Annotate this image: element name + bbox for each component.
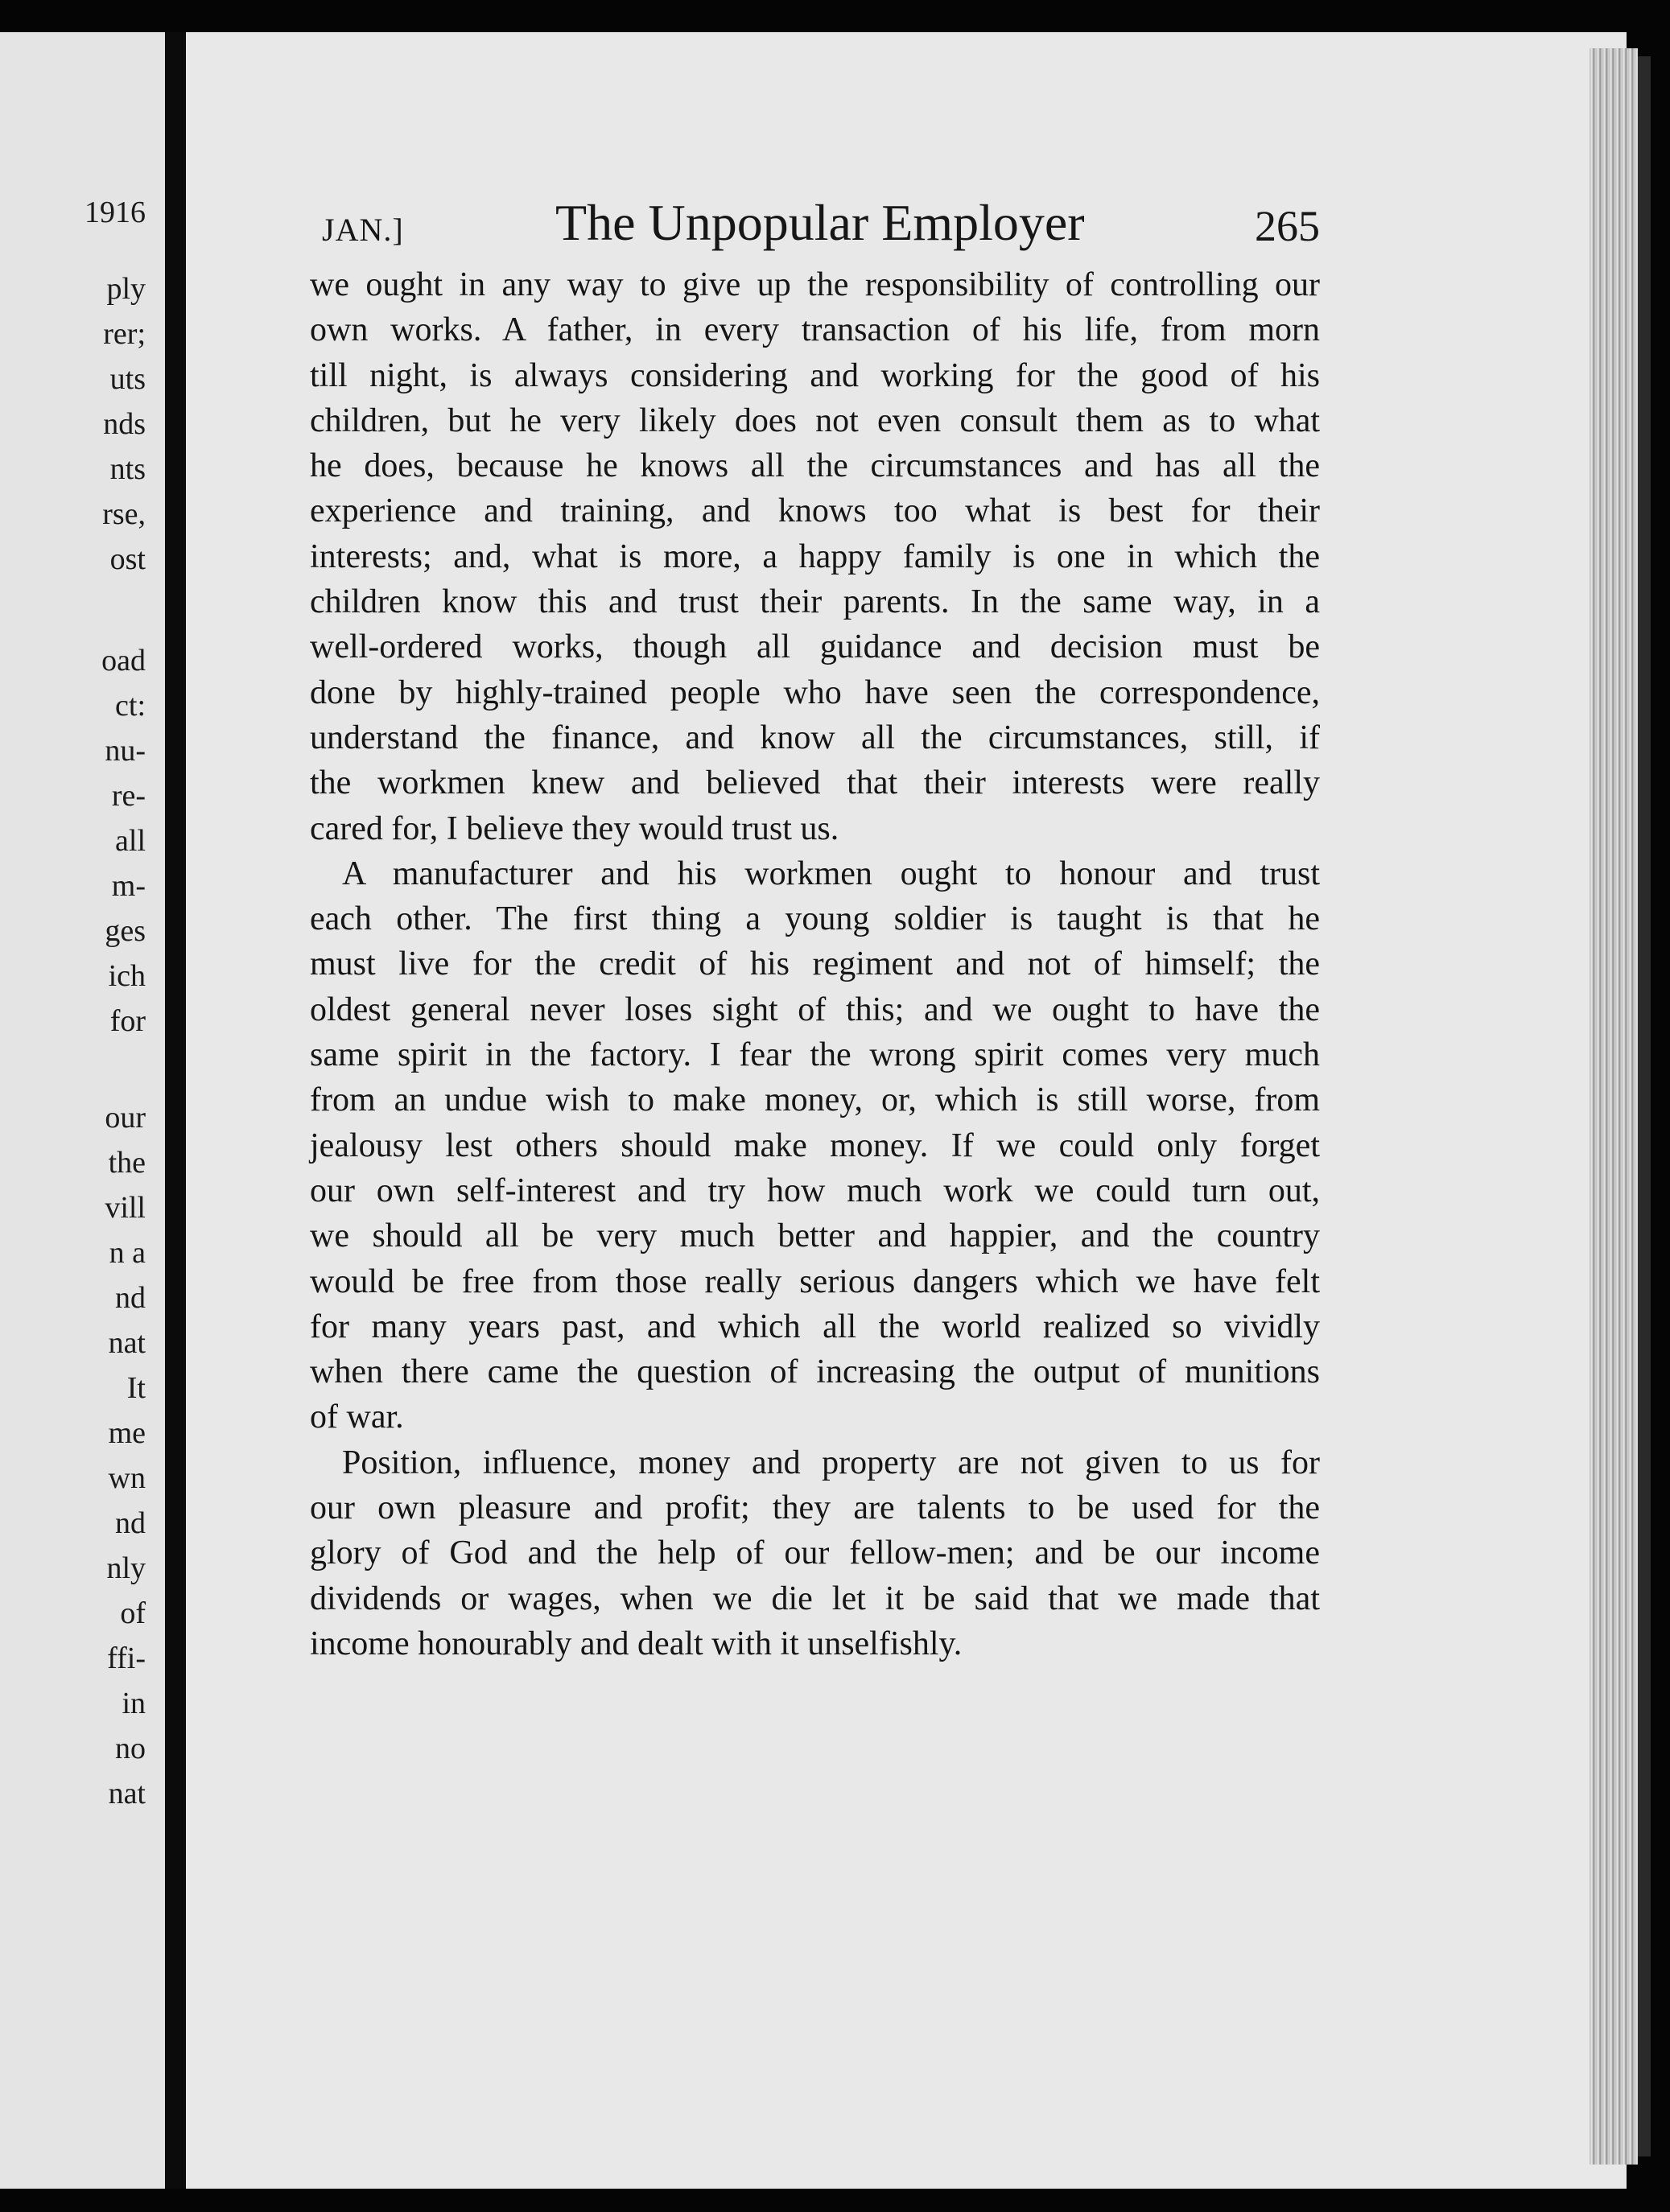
previous-page-line: vill (105, 1191, 146, 1225)
previous-page-line: nd (115, 1281, 146, 1315)
previous-page-line: 1916 (85, 196, 146, 229)
previous-page-line: ich (108, 959, 146, 993)
previous-page-line: ost (109, 542, 146, 576)
text-line: Position, influence, money and property are not given to us for (342, 1444, 1320, 1481)
previous-page-line: all (115, 824, 146, 858)
text-line: understand the finance, and know all the circumstances, still, if (310, 719, 1320, 756)
paragraph-2 (310, 851, 1320, 1440)
text-line: he does, because he knows all the circumstances and has all the (310, 447, 1320, 485)
text-line: same spirit in the factory. I fear the wrong spirit comes very much (310, 1036, 1320, 1074)
paragraph-3 (310, 1440, 1320, 1666)
previous-page-line: re- (111, 779, 146, 813)
running-header (322, 193, 1320, 257)
previous-page-line: the (108, 1146, 146, 1180)
previous-page-line: in (122, 1687, 146, 1720)
previous-page-line: ges (105, 914, 146, 948)
previous-page-line: rse, (102, 497, 146, 531)
text-line: the workmen knew and believed that their interests were really (310, 764, 1320, 802)
text-line: when there came the question of increasing the output of munitions (310, 1353, 1320, 1391)
page-edge-shadow (1638, 56, 1651, 2156)
text-line: must live for the credit of his regiment and not of himself; the (310, 945, 1320, 983)
text-line: till night, is always considering and working for the good of his (310, 356, 1320, 394)
previous-page-line: ct: (115, 689, 146, 723)
body-text (310, 262, 1320, 1666)
previous-page-line: nts (109, 452, 146, 486)
text-line: from an undue wish to make money, or, which is still worse, from (310, 1081, 1320, 1119)
text-line: experience and training, and knows too what is best for their (310, 492, 1320, 530)
text-line: cared for, I believe they would trust us. (310, 809, 839, 847)
previous-page-line: me (108, 1416, 146, 1450)
text-line: well-ordered works, though all guidance and decision must be (310, 628, 1320, 666)
previous-page-line: n a (109, 1236, 146, 1270)
text-line: we should all be very much better and happier, and the country (310, 1217, 1320, 1255)
previous-page-line: nat (108, 1777, 146, 1810)
previous-page-line: no (115, 1732, 146, 1765)
previous-page-line: rer; (103, 317, 146, 351)
text-line: glory of God and the help of our fellow-men; and be our income (310, 1534, 1320, 1572)
running-head-title: The Unpopular Employer (555, 194, 1085, 251)
text-line: done by highly-trained people who have seen the correspondence, (310, 673, 1320, 711)
book-gutter (165, 32, 186, 2189)
previous-page-line: nu- (105, 734, 146, 768)
previous-page-line: our (105, 1101, 146, 1135)
text-line: would be free from those really serious dangers which we have felt (310, 1263, 1320, 1300)
paragraph-1 (310, 262, 1320, 851)
text-line: dividends or wages, when we die let it be said that we made that (310, 1580, 1320, 1617)
text-line: our own pleasure and profit; they are talents to be used for the (310, 1489, 1320, 1527)
page-edges (1590, 48, 1638, 2165)
previous-page-line: uts (109, 362, 146, 396)
previous-page-line: nd (115, 1506, 146, 1540)
text-line: children, but he very likely does not even consult them as to what (310, 402, 1320, 439)
previous-page-line: nds (103, 407, 146, 441)
text-line: income honourably and dealt with it unselfishly. (310, 1625, 963, 1662)
previous-page-line: nly (106, 1551, 146, 1585)
previous-page-line: wn (108, 1461, 146, 1495)
text-line: children know this and trust their parents. In the same way, in a (310, 583, 1320, 621)
running-head-month: JAN.] (322, 212, 404, 248)
text-line: jealousy lest others should make money. If we could only forget (310, 1127, 1320, 1164)
text-line: of war. (310, 1398, 404, 1436)
text-line: own works. A father, in every transaction of his life, from morn (310, 311, 1320, 349)
previous-page-line: of (120, 1596, 146, 1630)
previous-page-line: ffi- (107, 1641, 146, 1675)
page-number: 265 (1255, 202, 1320, 250)
previous-page-line: m- (111, 869, 146, 903)
text-line: for many years past, and which all the world realized so vividly (310, 1308, 1320, 1345)
previous-page-line: oad (101, 644, 146, 678)
text-line: each other. The first thing a young soldier is taught is that he (310, 900, 1320, 938)
previous-page-line: for (109, 1004, 146, 1038)
previous-page-fragment (0, 32, 165, 2189)
previous-page-line: nat (108, 1326, 146, 1360)
text-line: our own self-interest and try how much work we could turn out, (310, 1172, 1320, 1209)
text-line: we ought in any way to give up the responsibility of controlling our (310, 266, 1320, 303)
previous-page-line: ply (106, 272, 146, 306)
previous-page-line: It (126, 1371, 146, 1405)
text-line: oldest general never loses sight of this; and we ought to have the (310, 991, 1320, 1028)
text-line: interests; and, what is more, a happy family is one in which the (310, 538, 1320, 575)
text-line: A manufacturer and his workmen ought to honour and trust (342, 855, 1320, 892)
